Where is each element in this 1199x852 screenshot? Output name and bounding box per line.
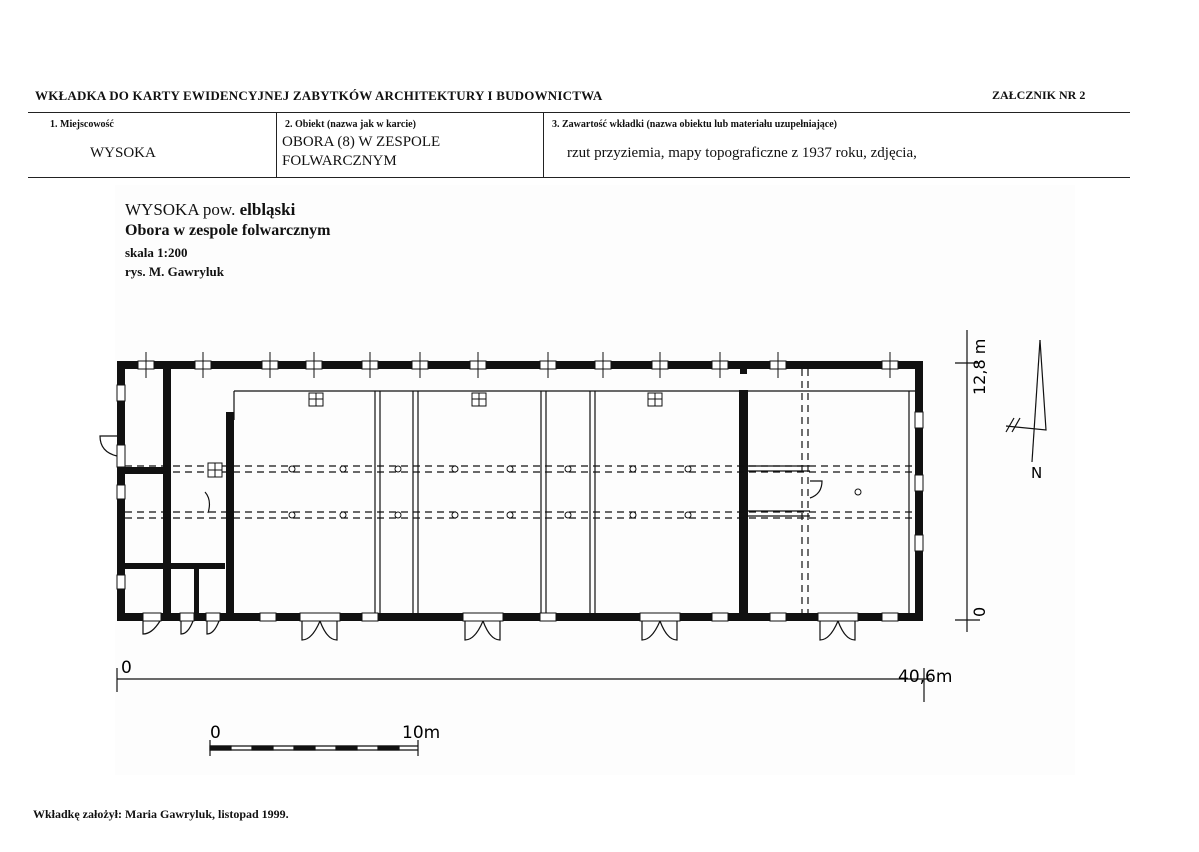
feeder-boxes bbox=[208, 393, 662, 477]
drawing-title-district: elbląski bbox=[239, 200, 296, 219]
width-dim-end: 12,8 m bbox=[970, 338, 989, 395]
drawing-title-locality: WYSOKA pow. bbox=[125, 200, 236, 219]
interior-marks bbox=[740, 366, 747, 374]
locality-value: WYSOKA bbox=[90, 145, 156, 161]
footer-author: Wkładkę założył: Maria Gawryluk, listopad 1999. bbox=[33, 807, 289, 821]
length-dim-end: 40,6m bbox=[898, 667, 953, 687]
card-title: WKŁADKA DO KARTY EWIDENCYJNEJ ZABYTKÓW ARCHITEKTURY I BUDOWNICTWA bbox=[35, 88, 603, 103]
length-dimension bbox=[117, 668, 932, 702]
drawing-subtitle: Obora w zespole folwarcznym bbox=[125, 222, 331, 239]
side-windows bbox=[117, 385, 923, 589]
scale-bar bbox=[210, 740, 418, 756]
width-dim-start: 0 bbox=[970, 606, 989, 617]
north-label: N bbox=[1031, 464, 1043, 482]
contents-label: 3. Zawartość wkładki (nazwa obiektu lub materiału uzupełniające) bbox=[552, 119, 838, 130]
contents-value: rzut przyziemia, mapy topograficzne z 1937 roku, zdjęcia, bbox=[567, 145, 917, 161]
object-label: 2. Obiekt (nazwa jak w karcie) bbox=[285, 119, 416, 130]
dashed-feed-lines bbox=[125, 369, 915, 613]
north-arrow-icon bbox=[1006, 340, 1046, 462]
length-dim-start: 0 bbox=[121, 658, 132, 678]
stall-partitions bbox=[234, 391, 915, 613]
locality-label: 1. Miejscowość bbox=[50, 119, 114, 130]
annex-number: ZAŁCZNIK NR 2 bbox=[992, 88, 1086, 102]
object-value-line1: OBORA (8) W ZESPOLE bbox=[282, 134, 441, 150]
scalebar-start: 0 bbox=[210, 723, 221, 743]
scalebar-end: 10m bbox=[402, 723, 441, 743]
drawing-scale: skala 1:200 bbox=[125, 245, 188, 260]
drawing-author: rys. M. Gawryluk bbox=[125, 264, 224, 279]
object-value-line2: FOLWARCZNYM bbox=[282, 153, 397, 169]
